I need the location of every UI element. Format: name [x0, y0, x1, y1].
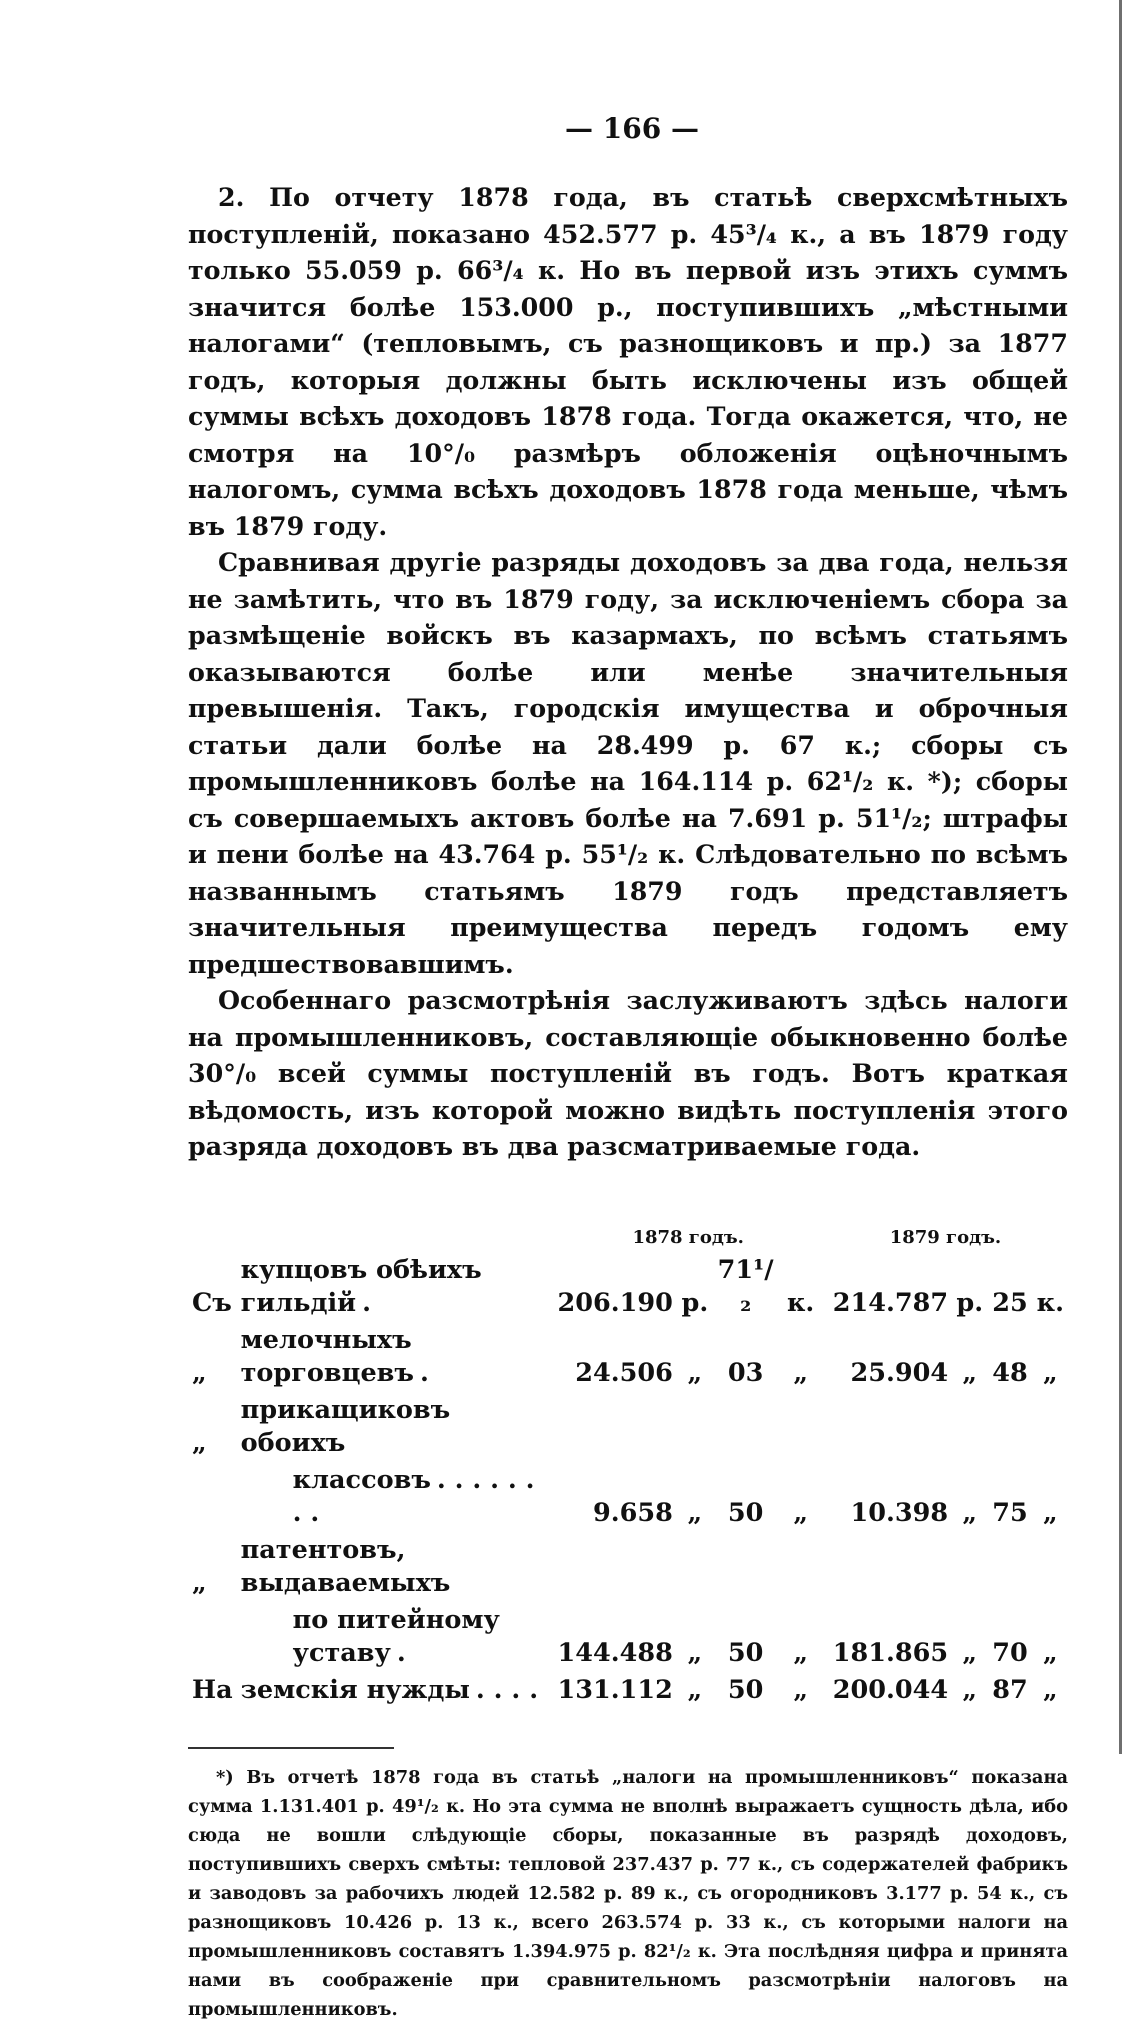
unit-1878-kopecks: „ [793, 1674, 808, 1705]
row-prefix: „ [192, 1357, 207, 1388]
row-label [237, 1672, 554, 1709]
unit-1878: „ [687, 1674, 703, 1705]
amount-1879-kopecks: 87 [992, 1674, 1028, 1705]
row-prefix: Съ [192, 1287, 232, 1318]
amount-1878-kopecks [713, 1532, 779, 1602]
unit-1879: „ [962, 1637, 978, 1668]
header-1879: 1879 годъ. [889, 1226, 1002, 1248]
amount-1878-rubles [553, 1532, 676, 1602]
leader-dots: . [419, 1357, 429, 1388]
unit-1878: р. [681, 1287, 709, 1318]
amount-1879-rubles: 214.787 [832, 1287, 949, 1318]
leader-dots: . . . . . . . . [292, 1464, 535, 1528]
unit-1878-kopecks: „ [793, 1497, 808, 1528]
row-label-text: классовъ [292, 1464, 431, 1495]
row-prefix [188, 1462, 237, 1532]
leader-dots: . . . . [475, 1674, 539, 1705]
unit-1879: „ [962, 1357, 978, 1388]
unit-1879-kopecks: „ [1042, 1674, 1058, 1705]
amount-1879-rubles [823, 1532, 952, 1602]
row-label-text: по питейному уставу [292, 1604, 500, 1668]
table-row [188, 1322, 1068, 1392]
book-page [188, 112, 1068, 2024]
unit-1879: р. [956, 1287, 984, 1318]
paragraph-3: Особеннаго разсмотрѣнія заслуживаютъ здѣсь налоги на промышленниковъ, составляющіе обыкновенно болѣе 30°/₀ всей суммы поступленій въ годъ. Вотъ краткая вѣдомость, изъ которой можно видѣть поступленія этого разряда доходовъ въ два разсматриваемые года. [188, 985, 1068, 1161]
row-label [237, 1392, 554, 1462]
row-label-text: прикащиковъ обоихъ [240, 1394, 451, 1458]
footnote-separator [188, 1747, 394, 1749]
unit-1878-kopecks [778, 1532, 822, 1602]
amount-1879-rubles: 200.044 [832, 1674, 949, 1705]
row-label-text: купцовъ обѣихъ гильдій [240, 1254, 482, 1318]
table-row [188, 1532, 1068, 1602]
amount-1878-kopecks: 50 [727, 1497, 764, 1528]
page-number: — 166 — [565, 112, 699, 145]
page-edge-shadow [1119, 0, 1122, 1754]
unit-1878-kopecks: к. [787, 1287, 815, 1318]
unit-1879 [952, 1392, 987, 1462]
amount-1879-kopecks: 70 [992, 1637, 1028, 1668]
table-row [188, 1462, 1068, 1532]
row-label [237, 1532, 554, 1602]
amount-1879-kopecks [987, 1532, 1032, 1602]
amount-1878-rubles [553, 1392, 676, 1462]
amount-1879-rubles: 25.904 [850, 1357, 949, 1388]
row-label-text: патентовъ, выдаваемыхъ [240, 1534, 451, 1598]
unit-1878-kopecks: „ [793, 1637, 808, 1668]
unit-1879-kopecks: к. [1036, 1287, 1064, 1318]
unit-1879-kopecks [1033, 1532, 1068, 1602]
amount-1879-rubles [823, 1392, 952, 1462]
amount-1878-kopecks: 71¹/₂ [717, 1254, 774, 1318]
row-prefix [188, 1602, 237, 1672]
unit-1878: „ [687, 1497, 703, 1528]
amount-1878-rubles: 206.190 [557, 1287, 673, 1318]
amount-1878-rubles: 131.112 [557, 1674, 673, 1705]
amount-1878-rubles: 144.488 [557, 1637, 673, 1668]
amount-1879-kopecks: 48 [992, 1357, 1028, 1388]
unit-1878-kopecks: „ [793, 1357, 808, 1388]
unit-1878 [677, 1532, 713, 1602]
unit-1878: „ [687, 1637, 703, 1668]
leader-dots: . [362, 1287, 371, 1318]
amount-1878-kopecks [713, 1392, 779, 1462]
unit-1879-kopecks: „ [1042, 1497, 1058, 1528]
row-label [237, 1252, 554, 1322]
row-label-text: мелочныхъ торговцевъ [240, 1324, 414, 1388]
unit-1879: „ [962, 1497, 978, 1528]
leader-dots: . [396, 1637, 406, 1668]
row-label-text: земскія нужды [240, 1674, 470, 1705]
amount-1878-rubles: 9.658 [592, 1497, 673, 1528]
header-1878: 1878 годъ. [632, 1226, 744, 1248]
row-prefix: На [192, 1674, 233, 1705]
revenue-table [188, 1227, 1068, 1709]
amount-1878-kopecks: 50 [727, 1637, 764, 1668]
unit-1879-kopecks [1033, 1392, 1068, 1462]
unit-1879-kopecks: „ [1042, 1637, 1058, 1668]
row-label [237, 1602, 554, 1672]
unit-1879 [952, 1532, 987, 1602]
table-header-row [188, 1227, 1068, 1252]
table-row [188, 1602, 1068, 1672]
row-label [237, 1322, 554, 1392]
table-row [188, 1252, 1068, 1322]
unit-1878: „ [687, 1357, 703, 1388]
footnote: *) Въ отчетѣ 1878 года въ статьѣ „налоги на промышленниковъ“ показана сумма 1.131.401 р. 49¹/₂ к. Но эта сумма не вполнѣ выражаетъ сущность дѣла, ибо сюда не вошли слѣдующіе сборы, показанные въ разрядѣ доходовъ, поступившихъ сверхъ смѣты: тепловой 237.437 р. 77 к., съ содержателей фабрикъ и заводовъ за рабочихъ людей 12.582 р. 89 к., съ огородниковъ 3.177 р. 54 к., съ разнощиковъ 10.426 р. 13 к., всего 263.574 р. 33 к., съ которыми налоги на промышленниковъ составятъ 1.394.975 р. 82¹/₂ к. Эта послѣдняя цифра и принята нами въ соображеніе при сравнительномъ разсмотрѣніи налоговъ на промышленниковъ. [188, 1766, 1068, 2020]
table-row [188, 1392, 1068, 1462]
unit-1878-kopecks [778, 1392, 822, 1462]
paragraph-2: Сравнивая другіе разряды доходовъ за два года, нельзя не замѣтить, что въ 1879 году, за исключеніемъ сбора за размѣщеніе войскъ въ казармахъ, по всѣмъ статьямъ оказываются болѣе или менѣе значительныя превышенія. Такъ, городскія имущества и оброчныя статьи дали болѣе на 28.499 р. 67 к.; сборы съ промышленниковъ болѣе на 164.114 р. 62¹/₂ к. *); сборы съ совершаемыхъ актовъ болѣе на 7.691 р. 51¹/₂; штрафы и пени болѣе на 43.764 р. 55¹/₂ к. Слѣдовательно по всѣмъ названнымъ статьямъ 1879 годъ представляетъ значительныя преимущества передъ годомъ ему предшествовавшимъ. [188, 547, 1068, 979]
row-label [237, 1462, 554, 1532]
row-prefix: „ [192, 1427, 207, 1458]
amount-1879-rubles: 181.865 [832, 1637, 949, 1668]
table-row [188, 1672, 1068, 1709]
amount-1879-kopecks: 25 [992, 1287, 1028, 1318]
unit-1878 [677, 1392, 713, 1462]
amount-1878-kopecks: 50 [727, 1674, 764, 1705]
amount-1878-rubles: 24.506 [575, 1357, 673, 1388]
amount-1879-kopecks [987, 1392, 1032, 1462]
unit-1879: „ [962, 1674, 978, 1705]
paragraph-1: 2. По отчету 1878 года, въ статьѣ сверхсмѣтныхъ поступленій, показано 452.577 р. 45³/₄ к., а въ 1879 году только 55.059 р. 66³/₄ к. Но въ первой изъ этихъ суммъ значится болѣе 153.000 р., поступившихъ „мѣстными налогами“ (тепловымъ, съ разнощиковъ и пр.) за 1877 годъ, которыя должны быть исключены изъ общей суммы всѣхъ доходовъ 1878 года. Тогда окажется, что, не смотря на 10°/₀ размѣръ обложенія оцѣночнымъ налогомъ, сумма всѣхъ доходовъ 1878 года меньше, чѣмъ въ 1879 году. [188, 182, 1068, 541]
row-prefix: „ [192, 1567, 207, 1598]
amount-1879-kopecks: 75 [992, 1497, 1028, 1528]
amount-1878-kopecks: 03 [727, 1357, 764, 1388]
amount-1879-rubles: 10.398 [850, 1497, 949, 1528]
unit-1879-kopecks: „ [1042, 1357, 1058, 1388]
